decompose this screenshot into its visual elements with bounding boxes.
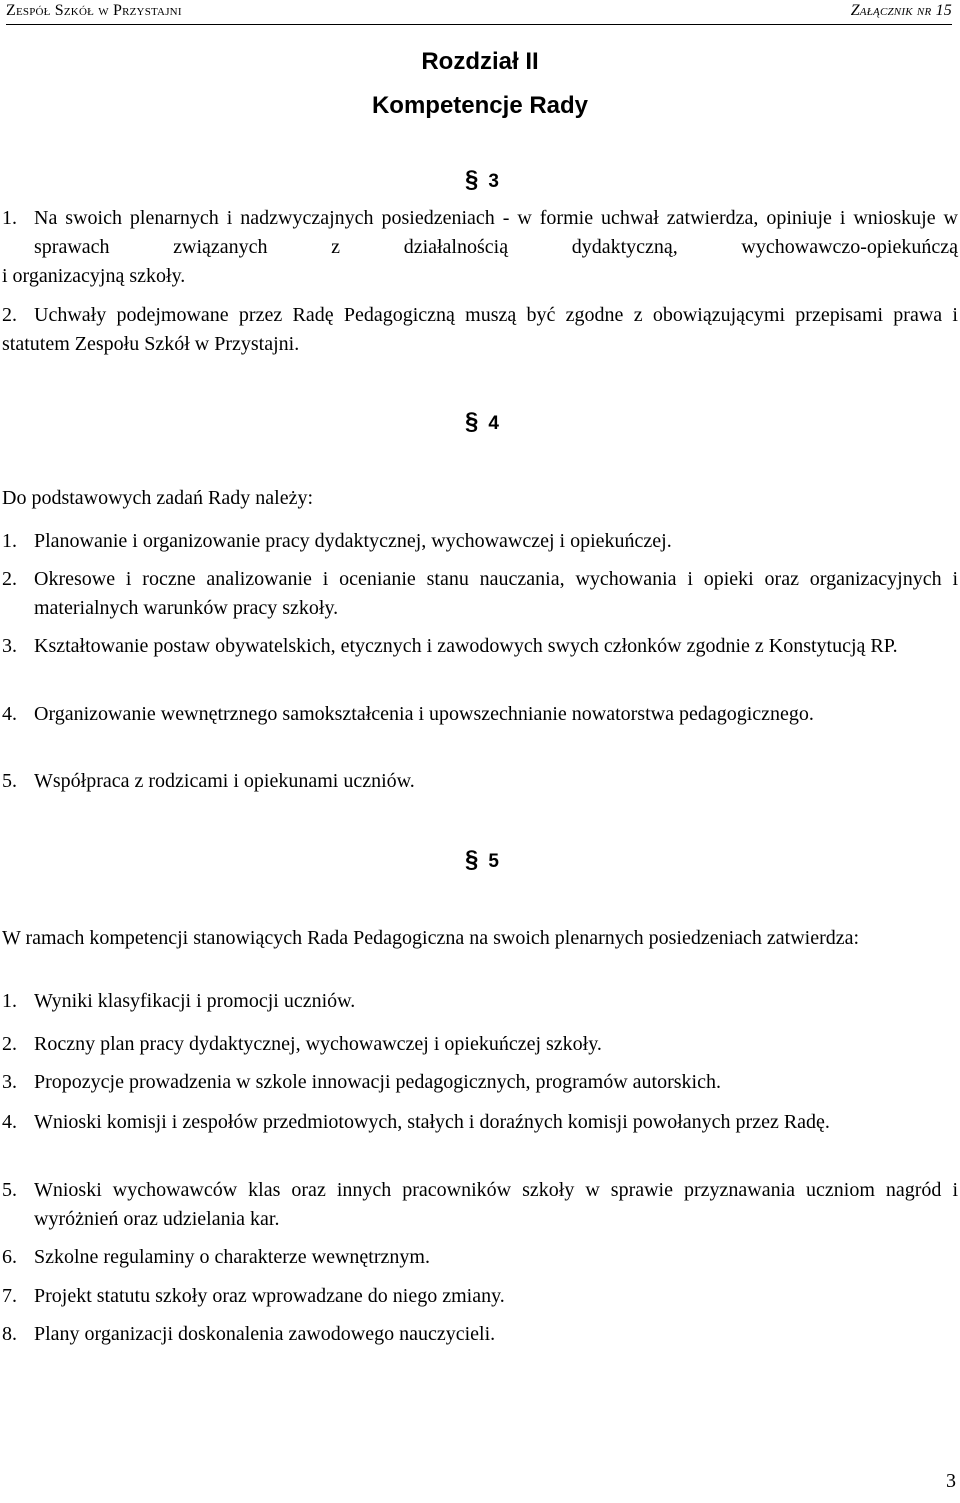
item-text-continuation: i organizacyjną szkoły. bbox=[2, 265, 186, 287]
item-text: Współpraca z rodzicami i opiekunami uczniów. bbox=[34, 770, 415, 792]
item-text: Szkolne regulaminy o charakterze wewnętrznym. bbox=[34, 1246, 430, 1268]
section-5-intro: W ramach kompetencji stanowiących Rada Pedagogiczna na swoich plenarnych posiedzeniach zatwierdza: bbox=[2, 927, 860, 949]
section-sign: § bbox=[465, 166, 479, 193]
item-text: Projekt statutu szkoły oraz wprowadzane do niego zmiany. bbox=[34, 1285, 505, 1307]
item-text: Okresowe i roczne analizowanie i ocenianie stanu nauczania, wychowania i opieki oraz organizacyjnych i materialnych warunków pracy szkoły. bbox=[34, 568, 958, 619]
item-number: 4. bbox=[2, 703, 17, 725]
item-text: Roczny plan pracy dydaktycznej, wychowawczej i opiekuńczej szkoły. bbox=[34, 1033, 602, 1055]
page-header bbox=[6, 2, 952, 25]
item-text: Wyniki klasyfikacji i promocji uczniów. bbox=[34, 990, 356, 1012]
item-number: 3. bbox=[2, 1071, 17, 1093]
header-school-name: Zespół Szkół w Przystajni bbox=[6, 2, 182, 19]
item-number: 1. bbox=[2, 530, 17, 552]
section-3-heading bbox=[465, 166, 499, 194]
section-5-heading bbox=[465, 846, 499, 874]
item-number: 2. bbox=[2, 568, 17, 590]
section-sign: § bbox=[465, 408, 479, 435]
item-text: Planowanie i organizowanie pracy dydaktycznej, wychowawczej i opiekuńczej. bbox=[34, 530, 672, 552]
item-text: Wnioski wychowawców klas oraz innych pracowników szkoły w sprawie przyznawania uczniom nagród i wyróżnień oraz udzielania kar. bbox=[34, 1179, 958, 1230]
page-number: 3 bbox=[946, 1470, 956, 1492]
item-number: 1. bbox=[2, 990, 17, 1012]
item-number: 1. bbox=[2, 207, 17, 229]
section-sign: § bbox=[465, 846, 479, 873]
item-number: 2. bbox=[2, 1033, 17, 1055]
item-text: Uchwały podejmowane przez Radę Pedagogiczną muszą być zgodne z obowiązującymi przepisami prawa i statutem Zespołu Szkół w Przystajni. bbox=[2, 304, 958, 355]
item-number: 5. bbox=[2, 1179, 17, 1201]
item-number: 8. bbox=[2, 1323, 17, 1345]
item-text: Na swoich plenarnych i nadzwyczajnych posiedzeniach - w formie uchwał zatwierdza, opiniuje i wnioskuje w sprawach związanych z działalnością dydaktyczną, wychowawczo-opiekuńczą bbox=[34, 207, 958, 258]
item-number: 2. bbox=[2, 304, 17, 326]
item-number: 4. bbox=[2, 1111, 17, 1133]
section-number: 4 bbox=[488, 413, 499, 434]
item-number: 3. bbox=[2, 635, 17, 657]
item-text: Plany organizacji doskonalenia zawodowego nauczycieli. bbox=[34, 1323, 496, 1345]
item-number: 5. bbox=[2, 770, 17, 792]
chapter-subtitle: Kompetencje Rady bbox=[371, 92, 589, 119]
section-number: 5 bbox=[488, 851, 499, 872]
chapter-title: Rozdział II bbox=[421, 48, 539, 75]
header-attachment-label: Załącznik nr 15 bbox=[850, 2, 952, 19]
section-4-heading bbox=[465, 408, 499, 436]
section-4-intro: Do podstawowych zadań Rady należy: bbox=[2, 487, 314, 509]
item-text: Kształtowanie postaw obywatelskich, etycznych i zawodowych swych członków zgodnie z Konstytucją RP. bbox=[34, 635, 898, 657]
item-text: Propozycje prowadzenia w szkole innowacji pedagogicznych, programów autorskich. bbox=[34, 1071, 721, 1093]
item-number: 7. bbox=[2, 1285, 17, 1307]
item-number: 6. bbox=[2, 1246, 17, 1268]
item-text: Organizowanie wewnętrznego samokształcenia i upowszechnianie nowatorstwa pedagogicznego. bbox=[34, 703, 814, 725]
item-text: Wnioski komisji i zespołów przedmiotowych, stałych i doraźnych komisji powołanych przez Radę. bbox=[34, 1111, 830, 1133]
section-number: 3 bbox=[488, 171, 499, 192]
